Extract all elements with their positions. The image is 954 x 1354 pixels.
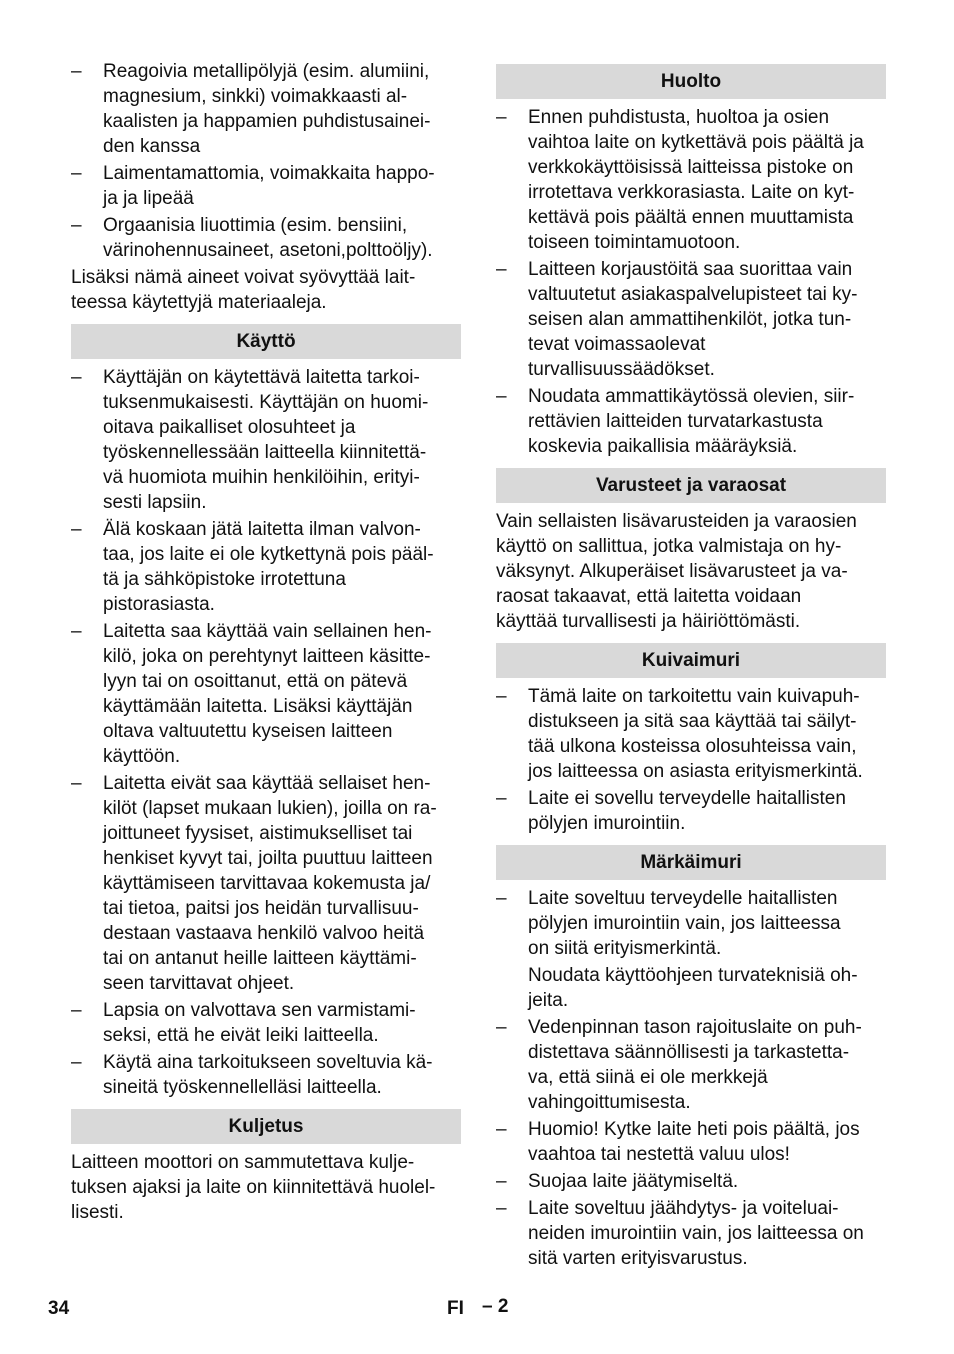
- list-item: [496, 1169, 886, 1194]
- list-item-text: Laite soveltuu jäähdytys- ja voiteluai- neiden imurointiin vain, jos laitteessa on sitä varten erityisvarustus.: [528, 1198, 864, 1269]
- list-item: [71, 213, 461, 263]
- list-item-text: Laitetta eivät saa käyttää sellaiset hen- kilöt (lapset mukaan lukien), joilla on ra- joittuneet fyysiset, aistimukselliset tai henkiset kyvyt tai, joilta puuttuu laitteen käyttämiseen tarvittavaa kokemusta ja/ tai tietoa, paitsi jos heidän turvallisuu- destaan vastaava henkilö valvoo heitä tai on antanut heille laitteen käyttämi- seen tarvittavat ohjeet.: [103, 773, 437, 994]
- list-item: [71, 998, 461, 1048]
- dash-bullet: –: [71, 61, 82, 82]
- heading-varusteet: Varusteet ja varaosat: [496, 468, 886, 503]
- list-item-text: Laite ei sovellu terveydelle haitallisten pölyjen imurointiin.: [528, 788, 846, 834]
- dash-bullet: –: [71, 215, 82, 236]
- list-item: [71, 771, 461, 996]
- heading-kuljetus: Kuljetus: [71, 1109, 461, 1144]
- list-item-note: Noudata käyttöohjeen turvateknisiä oh- jeita.: [528, 965, 858, 1011]
- list-item-text: Orgaanisia liuottimia (esim. bensiini, värinohennusaineet, asetoni,polttoöljy).: [103, 215, 433, 261]
- dash-bullet: –: [496, 788, 507, 809]
- intro-paragraph: Lisäksi nämä aineet voivat syövyttää lait- teessa käytettyjä materiaaleja.: [71, 267, 416, 313]
- list-item: [496, 1117, 886, 1167]
- dash-bullet: –: [71, 367, 82, 388]
- list-item-text: Laitteen korjaustöitä saa suorittaa vain valtuutetut asiakaspalvelupisteet tai ky- seisen alan ammattihenkilöt, jotka tun- tevat voimassaolevat turvallisuussäädökset.: [528, 259, 858, 380]
- list-item: [71, 59, 461, 159]
- list-item: [71, 1050, 461, 1100]
- dash-bullet: –: [496, 386, 507, 407]
- list-item: [496, 684, 886, 784]
- section-number: – 2: [482, 1296, 509, 1317]
- varusteet-paragraph: Vain sellaisten lisävarusteiden ja varaosien käyttö on sallittua, jotka valmistaja on hy- väksynyt. Alkuperäiset lisävarusteet ja va- raosat takaavat, että laitetta voidaan käyttää turvallisesti ja häiriöttömästi.: [496, 511, 857, 632]
- list-item-text: Laimentamattomia, voimakkaita happo- ja ja lipeää: [103, 163, 435, 209]
- left-column: [71, 59, 461, 1230]
- list-item-text: Vedenpinnan tason rajoituslaite on puh- distettava säännöllisesti ja tarkastetta- va, että siinä ei ole merkkejä vahingoittumisesta.: [528, 1017, 862, 1113]
- list-item-text: Käytä aina tarkoitukseen soveltuvia kä- sineitä työskennellelläsi laitteella.: [103, 1052, 433, 1098]
- list-item: [496, 257, 886, 382]
- list-item: [71, 365, 461, 515]
- list-item: [71, 619, 461, 769]
- list-item-text: Lapsia on valvottava sen varmistami- seksi, että he eivät leiki laitteella.: [103, 1000, 416, 1046]
- dash-bullet: –: [496, 1171, 507, 1192]
- dash-bullet: –: [496, 1017, 507, 1038]
- dash-bullet: –: [71, 1052, 82, 1073]
- dash-bullet: –: [496, 686, 507, 707]
- dash-bullet: –: [71, 621, 82, 642]
- dash-bullet: –: [71, 1000, 82, 1021]
- heading-markaimuri: Märkäimuri: [496, 845, 886, 880]
- list-item-text: Käyttäjän on käytettävä laitetta tarkoi- tuksenmukaisesti. Käyttäjän on huomi- oitava paikalliset olosuhteet ja työskennellessään laitteella kiinnitettä- vä huomiota muihin henkilöihin, erityi- sesti lapsiin.: [103, 367, 429, 513]
- dash-bullet: –: [71, 163, 82, 184]
- heading-kuivaimuri: Kuivaimuri: [496, 643, 886, 678]
- list-item-text: Laitetta saa käyttää vain sellainen hen- kilö, joka on perehtynyt laitteen käsitte- lyyn tai on osoittanut, että on pätevä käyttämään laitetta. Lisäksi käyttäjän oltava valtuutettu kyseisen laitteen käyttöön.: [103, 621, 432, 767]
- list-item-text: Älä koskaan jätä laitetta ilman valvon- taa, jos laite ei ole kytkettynä pois pääl- tä ja sähköpistoke irrotettuna pistorasiasta.: [103, 519, 434, 615]
- dash-bullet: –: [71, 773, 82, 794]
- list-item-text: Ennen puhdistusta, huoltoa ja osien vaihtoa laite on kytkettävä pois päältä ja verkkokäyttöisissä laitteissa pistoke on irrotettava verkkorasiasta. Laite on kyt- kettävä pois päältä ennen muuttamista toiseen toimintamuotoon.: [528, 107, 864, 253]
- dash-bullet: –: [496, 1119, 507, 1140]
- dash-bullet: –: [496, 107, 507, 128]
- dash-bullet: –: [71, 519, 82, 540]
- page-number: 34: [48, 1298, 70, 1319]
- list-item-text: Reagoivia metallipölyjä (esim. alumiini, magnesium, sinkki) voimakkaasti al- kaalisten ja happamien puhdistusainei- den kanssa: [103, 61, 431, 157]
- dash-bullet: –: [496, 1198, 507, 1219]
- list-item: [496, 1015, 886, 1115]
- list-item-text: Suojaa laite jäätymiseltä.: [528, 1171, 739, 1192]
- heading-huolto: Huolto: [496, 64, 886, 99]
- list-item-text: Laite soveltuu terveydelle haitallisten pölyjen imurointiin vain, jos laitteessa on siitä erityismerkintä.: [528, 888, 841, 959]
- list-item: [71, 161, 461, 211]
- list-item: [496, 105, 886, 255]
- language-code: FI: [447, 1298, 464, 1319]
- dash-bullet: –: [496, 259, 507, 280]
- list-item: [496, 1196, 886, 1271]
- dash-bullet: –: [496, 888, 507, 909]
- list-item-text: Tämä laite on tarkoitettu vain kuivapuh- distukseen ja sitä saa käyttää tai säilyt- tää ulkona kosteissa olosuhteissa vain, jos laitteessa on asiasta erityismerkintä.: [528, 686, 863, 782]
- heading-kaytto: Käyttö: [71, 324, 461, 359]
- list-item: [71, 517, 461, 617]
- list-item: [496, 384, 886, 459]
- list-item: [496, 886, 886, 961]
- right-column: [496, 59, 886, 1273]
- kuljetus-paragraph: Laitteen moottori on sammutettava kulje- tuksen ajaksi ja laite on kiinnitettävä huolel- lisesti.: [71, 1152, 436, 1223]
- list-item: [496, 786, 886, 836]
- list-item-text: Huomio! Kytke laite heti pois päältä, jos vaahtoa tai nestettä valuu ulos!: [528, 1119, 860, 1165]
- list-item-text: Noudata ammattikäytössä olevien, siir- rettävien laitteiden turvatarkastusta koskevia paikallisia määräyksiä.: [528, 386, 855, 457]
